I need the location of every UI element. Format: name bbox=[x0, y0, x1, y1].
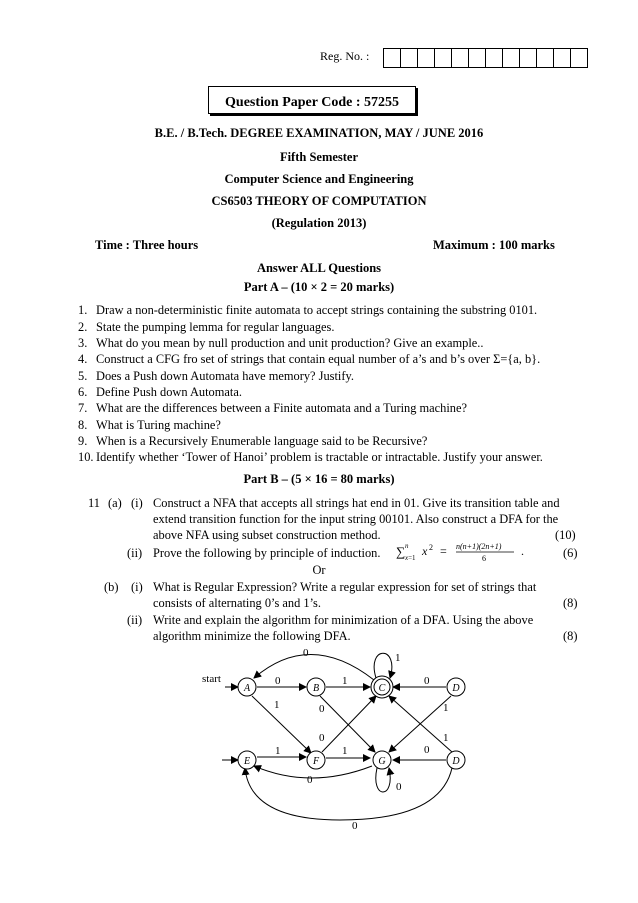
question-paper-code: Question Paper Code : 57255 bbox=[208, 86, 416, 114]
question-text: Draw a non-deterministic finite automata to accept strings containing the substring 0101. bbox=[96, 303, 538, 317]
question-number: 8. bbox=[78, 418, 88, 432]
subject: CS6503 THEORY OF COMPUTATION bbox=[211, 194, 427, 208]
q11bii-marks: (8) bbox=[563, 629, 578, 643]
q11bii-label: (ii) bbox=[127, 613, 143, 627]
q11aii-label: (ii) bbox=[127, 546, 143, 560]
instruction: Answer ALL Questions bbox=[256, 261, 382, 275]
q11a-label: (a) bbox=[108, 496, 122, 510]
q11-number: 11 bbox=[88, 496, 100, 510]
q11bi-marks: (8) bbox=[563, 596, 578, 610]
svg-text:x: x bbox=[422, 544, 428, 558]
state-label: B bbox=[312, 683, 320, 694]
edge-g-self bbox=[376, 768, 390, 792]
question-text: What do you mean by null production and unit production? Give an example.. bbox=[96, 336, 484, 350]
question-number: 4. bbox=[78, 352, 88, 366]
q11ai-line2: extend transition function for the input string 00101. Also construct a DFA for the bbox=[153, 512, 559, 526]
branch: Computer Science and Engineering bbox=[224, 172, 414, 186]
edge-c-a bbox=[254, 654, 374, 680]
edge-label: 0 bbox=[424, 744, 430, 756]
q11bi-line1: What is Regular Expression? Write a regular expression for set of strings that bbox=[153, 580, 537, 594]
state-label: C bbox=[378, 683, 386, 694]
question-number: 3. bbox=[78, 336, 88, 350]
question-number: 7. bbox=[78, 401, 88, 415]
q11ai-line3: above NFA using subset construction method. bbox=[153, 528, 381, 542]
edge-label: 1 bbox=[275, 745, 281, 757]
edge-label: 0 bbox=[275, 675, 281, 687]
start-label: start bbox=[202, 673, 221, 685]
edge-label: 0 bbox=[352, 820, 358, 832]
edge-label: 1 bbox=[395, 652, 401, 664]
reg-no-label: Reg. No. : bbox=[320, 49, 370, 63]
q11ai-marks: (10) bbox=[555, 528, 576, 542]
q11aii-text: Prove the following by principle of induction. bbox=[153, 546, 381, 560]
state-label: G bbox=[378, 756, 386, 767]
q11ai-label: (i) bbox=[131, 496, 143, 510]
q11bii-line1: Write and explain the algorithm for minimization of a DFA. Using the above bbox=[153, 613, 534, 627]
edge-b-g bbox=[320, 696, 375, 752]
edge-label: 0 bbox=[424, 675, 430, 687]
edge-c-self bbox=[374, 653, 392, 678]
question-text: When is a Recursively Enumerable language said to be Recursive? bbox=[96, 434, 428, 448]
question-number: 1. bbox=[78, 303, 88, 317]
edge-label: 1 bbox=[274, 699, 280, 711]
question-text: What is Turing machine? bbox=[96, 418, 221, 432]
state-label: D bbox=[452, 756, 460, 767]
time-label: Time : Three hours bbox=[95, 238, 199, 252]
part-a-title: Part A – (10 × 2 = 20 marks) bbox=[243, 280, 395, 294]
question-text: Identify whether ‘Tower of Hanoi’ problem is tractable or intractable. Justify your answer. bbox=[96, 450, 543, 464]
regulation: (Regulation 2013) bbox=[271, 216, 367, 230]
q11bi-label: (i) bbox=[131, 580, 143, 594]
svg-text:n(n+1)(2n+1): n(n+1)(2n+1) bbox=[456, 542, 502, 551]
q11aii-marks: (6) bbox=[563, 546, 578, 560]
edge-label: 1 bbox=[443, 702, 449, 714]
edge-label: 1 bbox=[342, 675, 348, 687]
question-text: Define Push down Automata. bbox=[96, 385, 242, 399]
q11bi-line2: consists of alternating 0’s and 1’s. bbox=[153, 596, 321, 610]
edge-d2-e bbox=[245, 768, 452, 820]
question-number: 9. bbox=[78, 434, 88, 448]
edge-label: 0 bbox=[319, 732, 325, 744]
state-label: F bbox=[312, 756, 320, 767]
edge-label: 0 bbox=[303, 647, 309, 659]
svg-text:n: n bbox=[405, 542, 409, 550]
question-text: What are the differences between a Finite automata and a Turing machine? bbox=[96, 401, 468, 415]
question-text: State the pumping lemma for regular languages. bbox=[96, 320, 335, 334]
question-number: 2. bbox=[78, 320, 88, 334]
edge-label: 0 bbox=[396, 781, 402, 793]
state-label: E bbox=[243, 756, 251, 767]
svg-text:=: = bbox=[440, 544, 447, 558]
svg-text:6: 6 bbox=[482, 554, 486, 563]
svg-text:x=1: x=1 bbox=[405, 554, 416, 562]
edge-label: 0 bbox=[319, 703, 325, 715]
svg-text:∑: ∑ bbox=[396, 544, 406, 559]
exam-title: B.E. / B.Tech. DEGREE EXAMINATION, MAY / JUNE 2016 bbox=[154, 126, 484, 140]
question-number: 6. bbox=[78, 385, 88, 399]
question-number: 10. bbox=[78, 450, 94, 464]
question-text: Does a Push down Automata have memory? Justify. bbox=[96, 369, 354, 383]
or-separator: Or bbox=[312, 563, 326, 577]
max-marks-label: Maximum : 100 marks bbox=[433, 238, 555, 252]
q11b-label: (b) bbox=[104, 580, 119, 594]
edge-label: 1 bbox=[443, 732, 449, 744]
question-text: Construct a CFG fro set of strings that contain equal number of a’s and b’s over Σ={a, b}. bbox=[96, 352, 541, 366]
edge-f-c bbox=[322, 696, 376, 752]
edge-label: 1 bbox=[342, 745, 348, 757]
part-b-title: Part B – (5 × 16 = 80 marks) bbox=[243, 472, 395, 486]
question-number: 5. bbox=[78, 369, 88, 383]
q11ai-line1: Construct a NFA that accepts all strings hat end in 01. Give its transition table and bbox=[153, 496, 560, 510]
state-label: D bbox=[452, 683, 460, 694]
semester: Fifth Semester bbox=[279, 150, 359, 164]
q11bii-line2: algorithm minimize the following DFA. bbox=[153, 629, 351, 643]
edge-label: 0 bbox=[307, 774, 313, 786]
state-label: A bbox=[243, 683, 251, 694]
svg-text:.: . bbox=[521, 544, 524, 558]
edge-a-f bbox=[252, 696, 311, 753]
svg-text:2: 2 bbox=[429, 543, 433, 552]
